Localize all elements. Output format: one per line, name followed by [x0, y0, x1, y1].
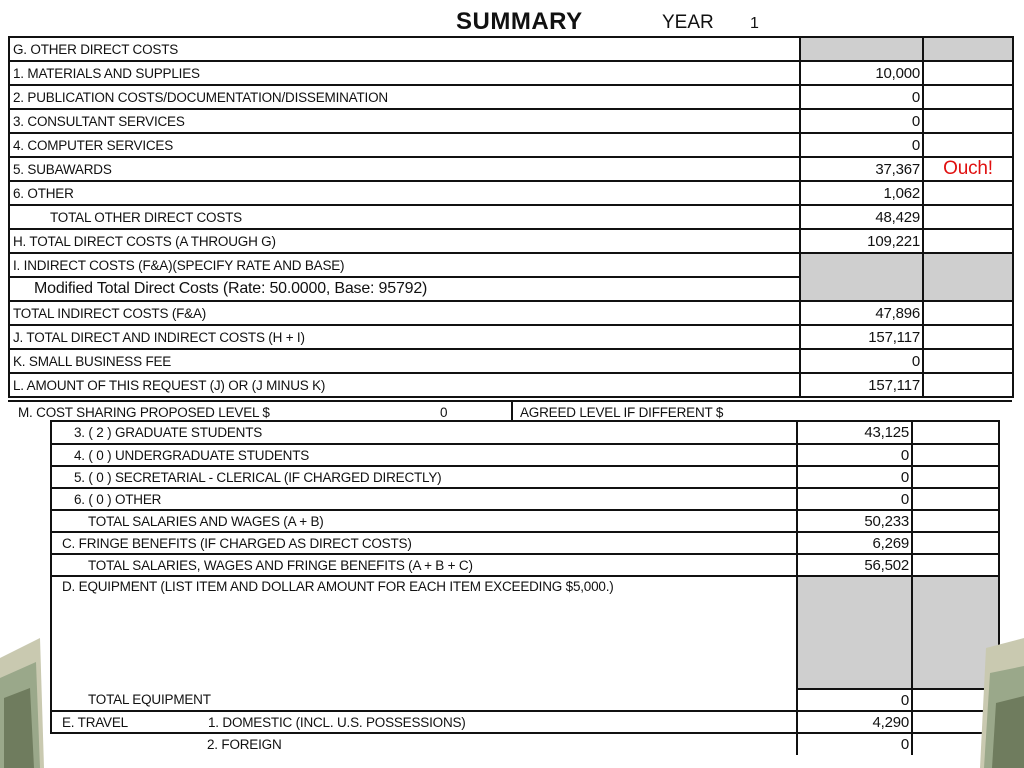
- travel-row: [51, 711, 797, 733]
- money-stack-right-icon: [980, 618, 1024, 768]
- empty-cell: [912, 421, 999, 444]
- table-row: [9, 325, 1013, 349]
- money-stack-left-icon: [0, 618, 44, 768]
- row-label: TOTAL SALARIES, WAGES AND FRINGE BENEFITS (A + B + C): [51, 554, 797, 576]
- summary-top-table: [8, 36, 1014, 398]
- year-label: YEAR: [662, 12, 714, 33]
- note-cell: [923, 349, 1013, 373]
- row-label: J. TOTAL DIRECT AND INDIRECT COSTS (H + I): [9, 325, 800, 349]
- row-label: 2. PUBLICATION COSTS/DOCUMENTATION/DISSEMINATION: [9, 85, 800, 109]
- empty-cell: [912, 444, 999, 466]
- page-title: SUMMARY: [456, 8, 583, 35]
- cost-sharing-row: [8, 400, 1012, 422]
- rate-and-base: Modified Total Direct Costs (Rate: 50.0000, Base: 95792): [9, 277, 800, 301]
- row-label: 5. SUBAWARDS: [9, 157, 800, 181]
- row-value: 0: [800, 85, 923, 109]
- summary-bottom-table: [50, 420, 1000, 755]
- row-label: L. AMOUNT OF THIS REQUEST (J) OR (J MINUS K): [9, 373, 800, 397]
- row-value: 0: [797, 488, 912, 510]
- row-label: I. INDIRECT COSTS (F&A)(SPECIFY RATE AND BASE): [9, 253, 800, 277]
- empty-cell: [912, 554, 999, 576]
- table-row: [9, 109, 1013, 133]
- note-cell: [923, 229, 1013, 253]
- note-cell: [923, 325, 1013, 349]
- table-row: [9, 253, 1013, 277]
- shaded-cell: [800, 37, 923, 61]
- shaded-cell: [923, 37, 1013, 61]
- note-cell: [923, 205, 1013, 229]
- foreign-label: 2. FOREIGN: [51, 733, 797, 755]
- table-row: [51, 421, 999, 444]
- row-value: 109,221: [800, 229, 923, 253]
- row-value: 0: [797, 444, 912, 466]
- table-row: [9, 181, 1013, 205]
- domestic-value: 4,290: [797, 711, 912, 733]
- row-value: 56,502: [797, 554, 912, 576]
- table-row: [51, 733, 999, 755]
- row-label: 5. ( 0 ) SECRETARIAL - CLERICAL (IF CHARGED DIRECTLY): [51, 466, 797, 488]
- row-value: 48,429: [800, 205, 923, 229]
- cost-sharing-label: M. COST SHARING PROPOSED LEVEL $: [18, 405, 270, 420]
- shaded-cell: [923, 253, 1013, 301]
- note-cell: [923, 181, 1013, 205]
- row-label: TOTAL INDIRECT COSTS (F&A): [9, 301, 800, 325]
- empty-cell: [912, 466, 999, 488]
- row-value: 1,062: [800, 181, 923, 205]
- table-row: [51, 488, 999, 510]
- row-label: H. TOTAL DIRECT COSTS (A THROUGH G): [9, 229, 800, 253]
- row-value: 157,117: [800, 373, 923, 397]
- row-label: TOTAL EQUIPMENT: [51, 689, 797, 711]
- table-row: [9, 85, 1013, 109]
- equipment-label: D. EQUIPMENT (LIST ITEM AND DOLLAR AMOUNT FOR EACH ITEM EXCEEDING $5,000.): [51, 576, 797, 689]
- table-row: [51, 510, 999, 532]
- row-label: G. OTHER DIRECT COSTS: [9, 37, 800, 61]
- table-row: [9, 133, 1013, 157]
- empty-cell: [912, 488, 999, 510]
- table-row: [51, 576, 999, 689]
- row-value: 0: [800, 109, 923, 133]
- table-row: [51, 711, 999, 733]
- table-row: [9, 205, 1013, 229]
- table-row: [9, 373, 1013, 397]
- table-row: [51, 466, 999, 488]
- row-label: K. SMALL BUSINESS FEE: [9, 349, 800, 373]
- table-row: [9, 229, 1013, 253]
- table-row: [9, 61, 1013, 85]
- row-label: 4. COMPUTER SERVICES: [9, 133, 800, 157]
- foreign-value: 0: [797, 733, 912, 755]
- table-row: [51, 689, 999, 711]
- travel-label: E. TRAVEL: [62, 714, 128, 730]
- table-row: [9, 301, 1013, 325]
- empty-cell: [912, 532, 999, 554]
- table-row: [51, 554, 999, 576]
- note-cell: [923, 301, 1013, 325]
- row-value: 0: [800, 349, 923, 373]
- row-value: 37,367: [800, 157, 923, 181]
- table-row: [9, 349, 1013, 373]
- table-row: [9, 157, 1013, 181]
- row-value: 50,233: [797, 510, 912, 532]
- row-value: 47,896: [800, 301, 923, 325]
- row-label: 6. ( 0 ) OTHER: [51, 488, 797, 510]
- row-value: 10,000: [800, 61, 923, 85]
- row-value: 0: [800, 133, 923, 157]
- row-label: 6. OTHER: [9, 181, 800, 205]
- row-value: 0: [797, 466, 912, 488]
- row-label: 3. ( 2 ) GRADUATE STUDENTS: [51, 421, 797, 444]
- row-value: 0: [797, 689, 912, 711]
- row-value: 43,125: [797, 421, 912, 444]
- row-label: TOTAL SALARIES AND WAGES (A + B): [51, 510, 797, 532]
- note-cell: [923, 109, 1013, 133]
- agreed-level-label: AGREED LEVEL IF DIFFERENT $: [520, 405, 724, 420]
- year-value: 1: [750, 15, 759, 32]
- note-cell: [923, 61, 1013, 85]
- row-label: TOTAL OTHER DIRECT COSTS: [9, 205, 800, 229]
- ouch-annotation: Ouch!: [923, 157, 1013, 181]
- table-row: [51, 532, 999, 554]
- row-value: 6,269: [797, 532, 912, 554]
- table-row: [9, 37, 1013, 61]
- row-label: 1. MATERIALS AND SUPPLIES: [9, 61, 800, 85]
- empty-cell: [912, 510, 999, 532]
- row-label: C. FRINGE BENEFITS (IF CHARGED AS DIRECT COSTS): [51, 532, 797, 554]
- note-cell: [923, 133, 1013, 157]
- table-row: [51, 444, 999, 466]
- domestic-label: 1. DOMESTIC (INCL. U.S. POSSESSIONS): [208, 714, 466, 730]
- row-value: 157,117: [800, 325, 923, 349]
- column-divider: [511, 402, 513, 422]
- shaded-cell: [797, 576, 912, 689]
- row-label: 3. CONSULTANT SERVICES: [9, 109, 800, 133]
- cost-sharing-value: 0: [440, 405, 448, 420]
- row-label: 4. ( 0 ) UNDERGRADUATE STUDENTS: [51, 444, 797, 466]
- shaded-cell: [800, 253, 923, 301]
- note-cell: [923, 85, 1013, 109]
- note-cell: [923, 373, 1013, 397]
